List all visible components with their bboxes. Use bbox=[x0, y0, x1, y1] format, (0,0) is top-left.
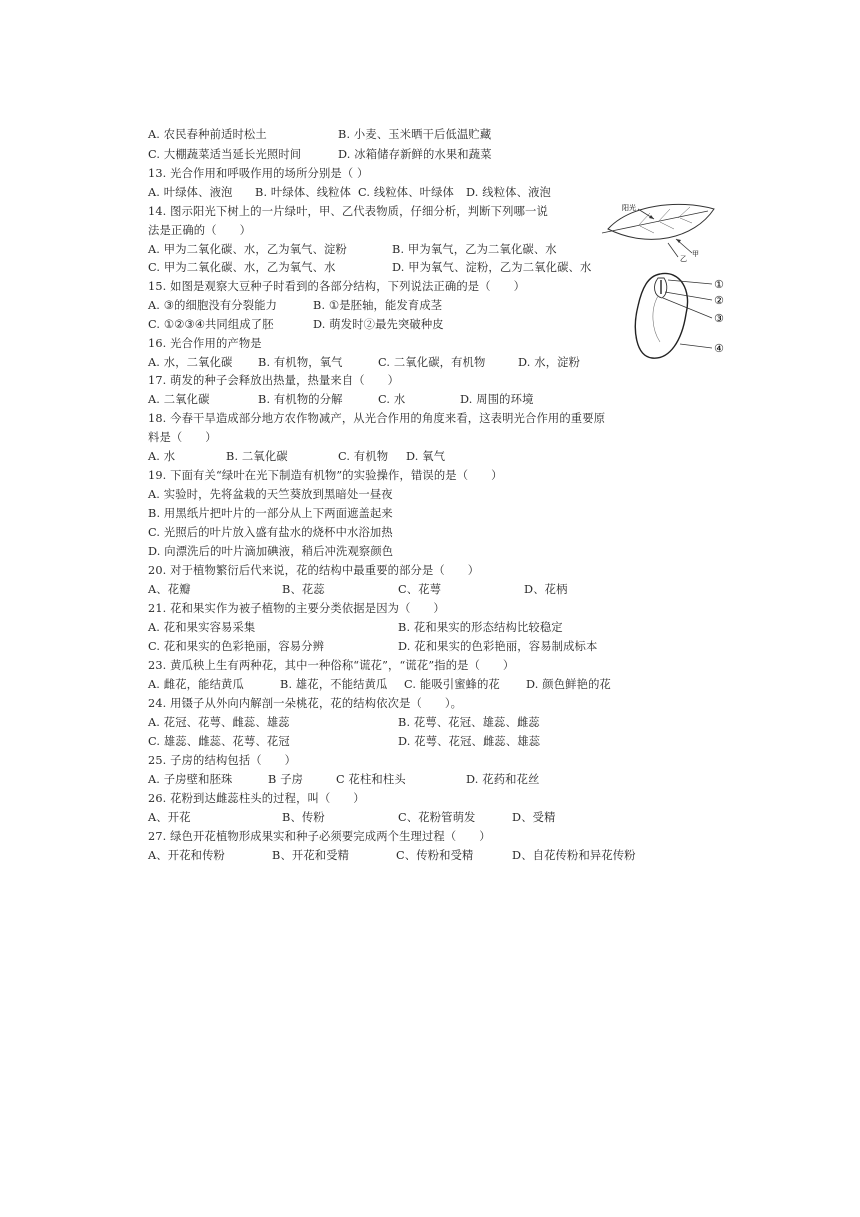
line-segment: C 花柱和柱头 bbox=[336, 773, 406, 786]
line-segment: 14. 图示阳光下树上的一片绿叶，甲、乙代表物质，仔细分析，判断下列哪一说 bbox=[148, 205, 548, 218]
line-segment: C、传粉和受精 bbox=[396, 849, 474, 862]
line-segment: A. 叶绿体、液泡 bbox=[148, 186, 233, 199]
line-segment: D. 水，淀粉 bbox=[518, 356, 581, 369]
line-segment: A、开花 bbox=[148, 811, 191, 824]
line-segment: C. 线粒体、叶绿体 bbox=[358, 186, 455, 199]
line-segment: B. 花萼、花冠、雄蕊、雌蕊 bbox=[398, 716, 540, 729]
line-segment: 13. 光合作用和呼吸作用的场所分别是（ ） bbox=[148, 167, 369, 180]
line-segment: B. 花和果实的形态结构比较稳定 bbox=[398, 621, 563, 634]
line-segment: 16. 光合作用的产物是 bbox=[148, 337, 262, 350]
line-segment: C、花粉管萌发 bbox=[398, 811, 476, 824]
line-segment: C. 大棚蔬菜适当延长光照时间 bbox=[148, 148, 302, 161]
line-segment: D. 花萼、花冠、雌蕊、雄蕊 bbox=[398, 735, 541, 748]
line-segment: B 子房 bbox=[268, 773, 304, 786]
line-segment: 17. 萌发的种子会释放出热量，热量来自（ ） bbox=[148, 374, 400, 387]
line-segment: 24. 用镊子从外向内解剖一朵桃花，花的结构依次是（ ）。 bbox=[148, 697, 463, 710]
line-segment: D. 甲为氧气、淀粉，乙为二氧化碳、水 bbox=[392, 261, 592, 274]
line-segment: D. 颜色鲜艳的花 bbox=[526, 678, 611, 691]
line-segment: D. 周围的环境 bbox=[460, 393, 534, 406]
line-segment: A. 二氧化碳 bbox=[148, 393, 210, 406]
sun-label: 阳光 bbox=[622, 204, 636, 212]
line-segment: A. 甲为二氧化碳、水，乙为氧气、淀粉 bbox=[148, 243, 347, 256]
line-segment: A. 实验时，先将盆栽的天竺葵放到黑暗处一昼夜 bbox=[148, 488, 393, 501]
line-segment: 21. 花和果实作为被子植物的主要分类依据是因为（ ） bbox=[148, 602, 445, 615]
label-2: ② bbox=[714, 294, 724, 307]
line-segment: B、开花和受精 bbox=[272, 849, 350, 862]
line-segment: 18. 今春干旱造成部分地方农作物减产，从光合作用的角度来看，这表明光合作用的重要原 bbox=[148, 412, 606, 425]
line-segment: C. 甲为二氧化碳、水，乙为氧气、水 bbox=[148, 261, 336, 274]
line-segment: A. 水 bbox=[148, 450, 176, 463]
line-segment: A. 花和果实容易采集 bbox=[148, 621, 256, 634]
line-segment: A. 花冠、花萼、雌蕊、雄蕊 bbox=[148, 716, 290, 729]
line-segment: B. 甲为氧气，乙为二氧化碳、水 bbox=[392, 243, 557, 256]
line-segment: 20. 对于植物繁衍后代来说，花的结构中最重要的部分是（ ） bbox=[148, 564, 480, 577]
jia-label: 甲 bbox=[692, 250, 699, 258]
line-segment: C. 能吸引蜜蜂的花 bbox=[404, 678, 501, 691]
line-segment: 25. 子房的结构包括（ ） bbox=[148, 754, 297, 767]
label-4: ④ bbox=[714, 342, 724, 355]
line-segment: B. 用黑纸片把叶片的一部分从上下两面遮盖起来 bbox=[148, 507, 393, 520]
line-segment: B. 二氧化碳 bbox=[226, 450, 288, 463]
label-1: ① bbox=[714, 278, 724, 291]
line-segment: 26. 花粉到达雌蕊柱头的过程，叫（ ） bbox=[148, 792, 365, 805]
line-segment: A、开花和传粉 bbox=[148, 849, 225, 862]
yi-label: 乙 bbox=[680, 255, 687, 263]
line-segment: D、自花传粉和异花传粉 bbox=[512, 849, 636, 862]
line-segment: C. 雄蕊、雌蕊、花萼、花冠 bbox=[148, 735, 290, 748]
seed-figure bbox=[630, 270, 730, 365]
line-segment: B. 雄花，不能结黄瓜 bbox=[280, 678, 388, 691]
line-segment: B. 小麦、玉米晒干后低温贮藏 bbox=[338, 128, 492, 141]
line-segment: D. 萌发时②最先突破种皮 bbox=[313, 318, 444, 331]
line-segment: A. 雌花，能结黄瓜 bbox=[148, 678, 244, 691]
leaf-figure bbox=[598, 199, 720, 263]
line-segment: D. 花和果实的色彩艳丽，容易制成标本 bbox=[398, 640, 598, 653]
line-segment: C. 有机物 bbox=[338, 450, 389, 463]
yi-arrow bbox=[668, 243, 678, 257]
line-segment: C. 二氧化碳，有机物 bbox=[378, 356, 486, 369]
line-segment: C、花萼 bbox=[398, 583, 442, 596]
line-segment: C. 花和果实的色彩艳丽，容易分辨 bbox=[148, 640, 325, 653]
line-segment: B. 有机物，氧气 bbox=[258, 356, 343, 369]
line-segment: D、花柄 bbox=[524, 583, 568, 596]
line-segment: 法是正确的（ ） bbox=[148, 224, 252, 237]
line-segment: 27. 绿色开花植物形成果实和种子必须要完成两个生理过程（ ） bbox=[148, 830, 491, 843]
line-segment: D. 线粒体、液泡 bbox=[466, 186, 551, 199]
line-segment: C. ①②③④共同组成了胚 bbox=[148, 318, 274, 331]
line-segment: A. ③的细胞没有分裂能力 bbox=[148, 299, 278, 312]
line-segment: 19. 下面有关“绿叶在光下制造有机物”的实验操作，错误的是（ ） bbox=[148, 469, 503, 482]
line-segment: C. 光照后的叶片放入盛有盐水的烧杯中水浴加热 bbox=[148, 526, 393, 539]
line-segment: B. 叶绿体、线粒体 bbox=[255, 186, 352, 199]
line-segment: D. 冰箱储存新鲜的水果和蔬菜 bbox=[338, 148, 492, 161]
line-segment: A. 水，二氧化碳 bbox=[148, 356, 233, 369]
line-segment: D. 向漂洗后的叶片滴加碘液，稍后冲洗观察颜色 bbox=[148, 545, 394, 558]
line-segment: 料是（ ） bbox=[148, 431, 217, 444]
line-segment: A、花瓣 bbox=[148, 583, 191, 596]
line-segment: B、花蕊 bbox=[282, 583, 325, 596]
line-segment: D. 氧气 bbox=[406, 450, 446, 463]
line-segment: C. 水 bbox=[378, 393, 406, 406]
line-segment: A. 农民春种前适时松土 bbox=[148, 128, 267, 141]
line-segment: B. ①是胚轴，能发育成茎 bbox=[313, 299, 443, 312]
line-segment: 23. 黄瓜秧上生有两种花，其中一种俗称“谎花”，“谎花”指的是（ ） bbox=[148, 659, 515, 672]
line-segment: D、受精 bbox=[512, 811, 556, 824]
line-segment: B. 有机物的分解 bbox=[258, 393, 343, 406]
line-segment: D. 花药和花丝 bbox=[466, 773, 540, 786]
label-3: ③ bbox=[714, 312, 724, 325]
line-segment: B、传粉 bbox=[282, 811, 325, 824]
line-segment: A. 子房壁和胚珠 bbox=[148, 773, 233, 786]
line-segment: 15. 如图是观察大豆种子时看到的各部分结构，下列说法正确的是（ ） bbox=[148, 280, 526, 293]
